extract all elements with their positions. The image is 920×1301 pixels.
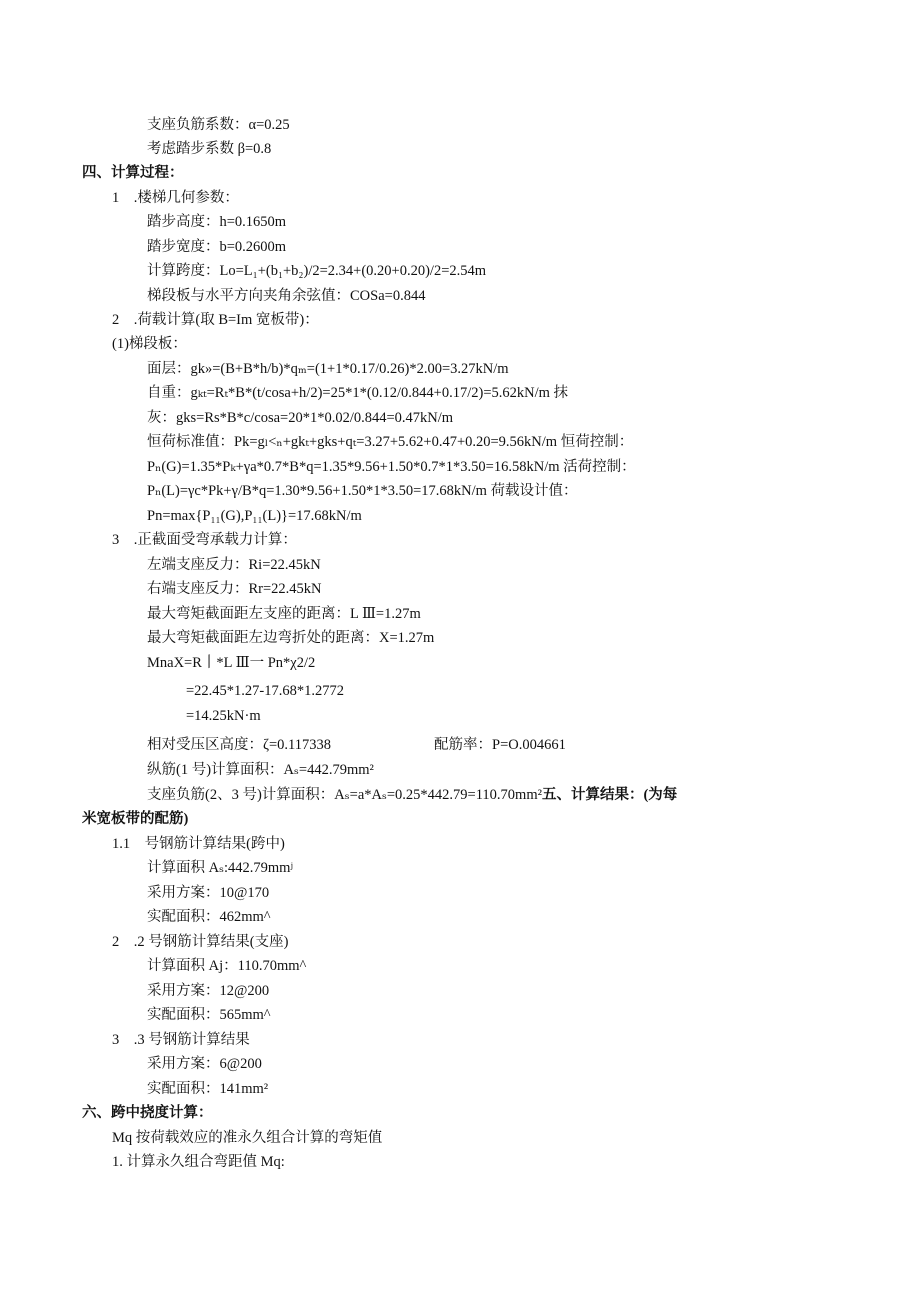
subsection-heading: 1.1 号钢筋计算结果(跨中) [112,836,285,852]
text-line: =22.45*1.27-17.68*1.2772 [186,683,345,699]
text-line: (1)梯段板： [112,336,187,352]
text-line: 实配面积：462mm^ [147,909,271,925]
text-line: =14.25kN·m [186,708,261,724]
text-line: 相对受压区高度：ζ=0.117338 [147,737,332,753]
text-line: 1. 计算永久组合弯距值 Mq: [112,1154,285,1170]
subsection-heading: 2 .2 号钢筋计算结果(支座) [112,934,289,950]
text-line: 配筋率：P=O.004661 [434,737,566,753]
text-line: 踏步宽度：b=0.2600m [147,239,287,255]
text-line: 梯段板与水平方向夹角余弦值：COSa=0.844 [147,288,426,304]
text-line: Mq 按荷载效应的准永久组合计算的弯矩值 [112,1130,383,1146]
text-line: 最大弯矩截面距左支座的距离：L Ⅲ=1.27m [147,606,421,622]
text-line [147,786,677,804]
text-line: 支座负筋系数：α=0.25 [147,117,290,133]
text-line: 自重：gₖₜ=Rₜ*B*(t/cosa+h/2)=25*1*(0.12/0.844+0.17/2)=5.62kN/m 抹 [147,385,569,401]
text-line: 采用方案：6@200 [147,1056,262,1072]
text-line: 右端支座反力：Rr=22.45kN [147,581,322,597]
text-segment: 支座负筋(2、3 号)计算面积：Aₛ=a*Aₛ=0.25*442.79=110.70mm² [147,787,542,803]
text-line: 实配面积：141mm² [147,1081,269,1097]
section-heading: 四、计算过程： [82,165,184,181]
text-line: 计算面积 Aj：110.70mm^ [147,958,307,974]
subsection-heading: 1 .楼梯几何参数： [112,190,239,206]
text-line: 计算面积 Aₛ:442.79mmʲ [147,860,293,876]
subsection-heading: 3 .3 号钢筋计算结果 [112,1032,250,1048]
text-line: 考虑踏步系数 β=0.8 [147,141,272,157]
text-line: 踏步高度：h=0.1650m [147,214,287,230]
subsection-heading: 3 .正截面受弯承载力计算： [112,532,297,548]
text-line: 左端支座反力：Ri=22.45kN [147,557,321,573]
section-heading-continuation: 米宽板带的配筋) [82,811,189,827]
text-line: Pₙ(L)=γc*Pk+γ/B*q=1.30*9.56+1.50*1*3.50=17.68kN/m 荷载设计值： [147,483,578,499]
section-heading: 六、跨中挠度计算： [82,1105,213,1121]
text-line: 面层：gk»=(B+B*h/b)*qₘ=(1+1*0.17/0.26)*2.00=3.27kN/m [147,361,509,377]
text-line: 实配面积：565mm^ [147,1007,271,1023]
text-line: 灰：gks=Rs*B*c/cosa=20*1*0.02/0.844=0.47kN/m [147,410,454,426]
text-line: Pₙ(G)=1.35*Pₖ+γa*0.7*B*q=1.35*9.56+1.50*0.7*1*3.50=16.58kN/m 活荷控制： [147,459,636,475]
text-line: 最大弯矩截面距左边弯折处的距离：X=1.27m [147,630,435,646]
text-line: 采用方案：10@170 [147,885,270,901]
text-line: 计算跨度：Lo=L₁+(b₁+b₂)/2=2.34+(0.20+0.20)/2=2.54m [147,263,487,279]
subsection-heading: 2 .荷载计算(取 B=Im 宽板带)： [112,312,319,328]
text-line: MnaX=R丨*L Ⅲ一 Pn*χ2/2 [147,655,316,671]
text-line: 采用方案：12@200 [147,983,270,999]
text-line: 纵筋(1 号)计算面积：Aₛ=442.79mm² [147,762,374,778]
text-line: 恒荷标准值：Pk=gₗ<ₙ+gkₜ+gks+qₜ=3.27+5.62+0.47+0.20=9.56kN/m 恒荷控制： [147,434,634,450]
section-heading: 五、计算结果：(为每 [541,787,678,803]
text-line: Pn=max{P₁₁(G),P₁₁(L)}=17.68kN/m [147,508,362,524]
